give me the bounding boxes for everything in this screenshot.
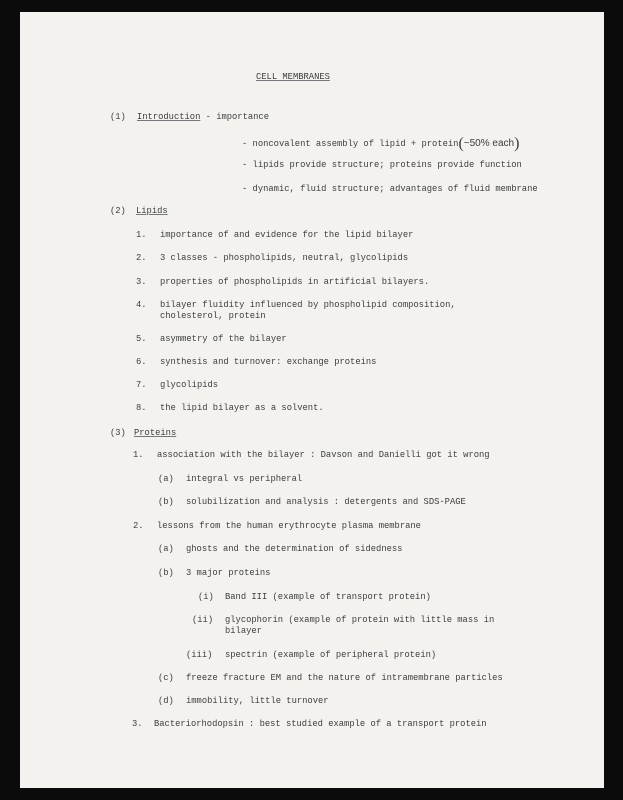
subsubitem-number: (iii) (186, 650, 213, 660)
bullet-line: - noncovalent assembly of lipid + protein(~50% each) (242, 135, 520, 152)
handwritten-note: ~50% each (463, 138, 515, 149)
section-heading: Introduction (137, 112, 201, 122)
subsubitem-text-continued: bilayer (225, 626, 262, 636)
section-heading: Lipids (136, 206, 168, 216)
subsubitem-number: (i) (198, 592, 214, 602)
bullet-text: - dynamic, fluid structure; advantages of fluid membrane (242, 184, 538, 194)
item-text: glycolipids (160, 380, 219, 390)
item-text: importance of and evidence for the lipid bilayer (160, 230, 414, 240)
section-number: (3) (110, 428, 126, 438)
subitem-number: (a) (158, 474, 174, 484)
item-text: 3 classes - phospholipids, neutral, glycolipids (160, 253, 409, 263)
subitem-text: solubilization and analysis : detergents and SDS-PAGE (186, 497, 466, 507)
subsubitem-text: Band III (example of transport protein) (225, 592, 431, 602)
bullet-text: - noncovalent assembly of lipid + protein (242, 139, 459, 149)
item-number: 7. (136, 380, 147, 390)
subitem-number: (b) (158, 497, 174, 507)
section-heading-line (137, 112, 269, 123)
item-text: bilayer fluidity influenced by phospholipid composition, (160, 300, 456, 310)
item-text: synthesis and turnover: exchange proteins (160, 357, 377, 367)
item-number: 8. (136, 403, 147, 413)
document-page (20, 12, 604, 788)
subitem-text: 3 major proteins (186, 568, 271, 578)
item-number: 5. (136, 334, 147, 344)
subitem-number: (d) (158, 696, 174, 706)
item-number: 1. (133, 450, 144, 460)
document-title: CELL MEMBRANES (256, 72, 330, 82)
subitem-number: (a) (158, 544, 174, 554)
subitem-number: (c) (158, 673, 174, 683)
subsubitem-text: glycophorin (example of protein with little mass in (225, 615, 495, 625)
item-text-continued: cholesterol, protein (160, 311, 266, 321)
subitem-number: (b) (158, 568, 174, 578)
item-text: association with the bilayer : Davson and Danielli got it wrong (157, 450, 490, 460)
item-number: 2. (133, 521, 144, 531)
bullet-text: - lipids provide structure; proteins provide function (242, 160, 522, 170)
heading-suffix: - importance (200, 112, 269, 122)
item-number: 2. (136, 253, 147, 263)
section-heading: Proteins (134, 428, 177, 438)
subitem-text: integral vs peripheral (186, 474, 303, 484)
section-number: (2) (110, 206, 126, 216)
item-number: 4. (136, 300, 147, 310)
item-number: 1. (136, 230, 147, 240)
subitem-text: freeze fracture EM and the nature of intramembrane particles (186, 673, 503, 683)
subsubitem-text: spectrin (example of peripheral protein) (225, 650, 437, 660)
item-text: the lipid bilayer as a solvent. (160, 403, 324, 413)
subsubitem-number: (ii) (192, 615, 214, 625)
section-number: (1) (110, 112, 126, 122)
item-text: properties of phospholipids in artificial bilayers. (160, 277, 430, 287)
item-number: 3. (136, 277, 147, 287)
item-number: 6. (136, 357, 147, 367)
subitem-text: ghosts and the determination of sidedness (186, 544, 403, 554)
item-text: Bacteriorhodopsin : best studied example of a transport protein (154, 719, 487, 729)
item-number: 3. (132, 719, 143, 729)
item-text: asymmetry of the bilayer (160, 334, 287, 344)
item-text: lessons from the human erythrocyte plasma membrane (157, 521, 421, 531)
subitem-text: immobility, little turnover (186, 696, 329, 706)
